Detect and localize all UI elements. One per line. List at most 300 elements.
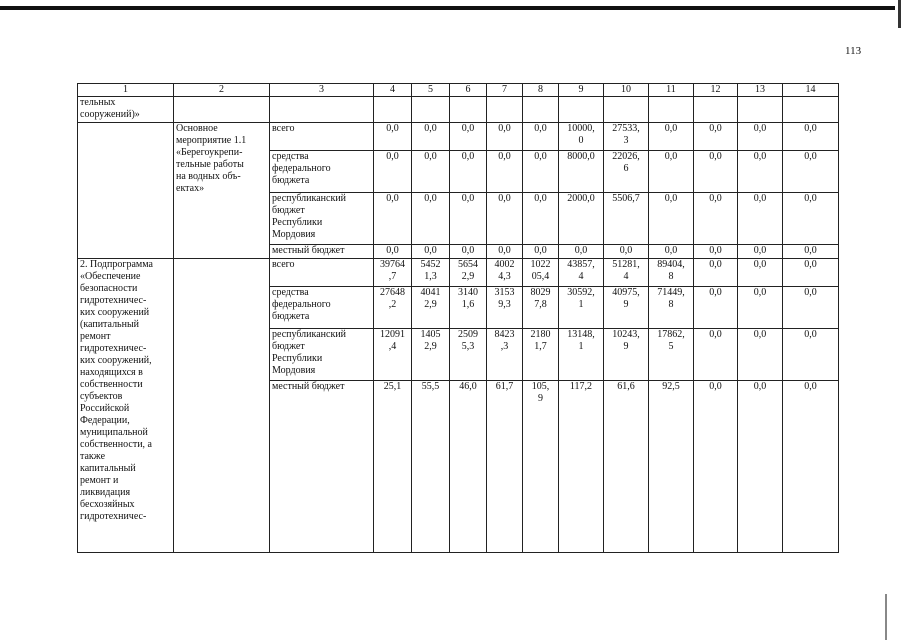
cell-line: 0,0 bbox=[534, 193, 547, 204]
cell-line: 43857, bbox=[567, 259, 595, 270]
cell-line: 0,0 bbox=[709, 329, 722, 340]
cell-line: 1,7 bbox=[534, 341, 547, 352]
value-cell bbox=[559, 123, 604, 151]
funding-source-cell bbox=[270, 259, 374, 287]
value-cell bbox=[604, 287, 649, 329]
cell-line: ликвидация bbox=[80, 487, 131, 498]
cell-line: 0,0 bbox=[753, 245, 767, 256]
cell-line: 4,3 bbox=[498, 271, 511, 282]
cell-line: 2,9 bbox=[424, 299, 437, 310]
cell-line: ких сооружений bbox=[80, 307, 150, 318]
cell-line: 10243, bbox=[612, 329, 640, 340]
cell-line: 0,0 bbox=[804, 287, 817, 298]
cell-line: 10000, bbox=[567, 123, 595, 134]
value-cell bbox=[649, 259, 694, 287]
value-cell bbox=[523, 287, 559, 329]
cell-line: ремонт и bbox=[80, 475, 119, 486]
cell-line: 0,0 bbox=[664, 245, 678, 256]
value-cell bbox=[523, 381, 559, 553]
cell-line: 0,0 bbox=[534, 123, 547, 134]
value-cell bbox=[450, 123, 487, 151]
cell-line: 105, bbox=[531, 381, 550, 392]
cell-line: ектах» bbox=[176, 183, 205, 194]
value-cell bbox=[374, 287, 412, 329]
page-number: 113 bbox=[845, 45, 862, 57]
value-cell bbox=[559, 245, 604, 259]
cell-line: 25,1 bbox=[383, 381, 402, 392]
table-row bbox=[78, 259, 839, 287]
cell-line: 0,0 bbox=[424, 245, 437, 256]
cell-line: ,2 bbox=[388, 299, 397, 310]
cell-line: 0,0 bbox=[804, 381, 817, 392]
cell-line: 9 bbox=[538, 393, 543, 404]
funding-source-cell bbox=[270, 329, 374, 381]
table-row bbox=[78, 123, 839, 151]
cell-line: Мордовия bbox=[272, 365, 316, 376]
funding-source-cell bbox=[270, 123, 374, 151]
cell-line: бюджета bbox=[272, 311, 310, 322]
value-cell bbox=[649, 193, 694, 245]
value-cell bbox=[523, 193, 559, 245]
cell-line: 0,0 bbox=[804, 193, 817, 204]
value-cell bbox=[523, 151, 559, 193]
cell-line: гидротехничес- bbox=[80, 343, 147, 354]
funding-source-cell bbox=[270, 193, 374, 245]
value-cell bbox=[649, 329, 694, 381]
cell-line: (капитальный bbox=[80, 319, 140, 330]
value-cell bbox=[487, 329, 523, 381]
value-cell bbox=[487, 259, 523, 287]
value-cell bbox=[604, 259, 649, 287]
value-cell bbox=[604, 151, 649, 193]
cell-line: ких сооружений, bbox=[80, 355, 152, 366]
value-cell bbox=[738, 245, 783, 259]
cell-line: 2180 bbox=[530, 329, 551, 340]
value-cell bbox=[694, 151, 738, 193]
cell-line: 71449, bbox=[657, 287, 685, 298]
cell-line: местный бюджет bbox=[272, 381, 345, 392]
cell-line: 0,0 bbox=[424, 151, 437, 162]
header-cell-8: 8 bbox=[523, 84, 559, 97]
value-cell bbox=[559, 287, 604, 329]
cell-line: 0,0 bbox=[461, 151, 475, 162]
cell-line: бюджет bbox=[272, 205, 305, 216]
value-cell bbox=[487, 193, 523, 245]
value-cell bbox=[374, 123, 412, 151]
cell-line: 2509 bbox=[458, 329, 478, 340]
value-cell bbox=[487, 123, 523, 151]
cell-line: 1 bbox=[578, 299, 584, 310]
value-cell bbox=[649, 245, 694, 259]
value-cell bbox=[559, 151, 604, 193]
cell-line: 3140 bbox=[458, 287, 478, 298]
cell-line: 0,0 bbox=[709, 287, 722, 298]
cell-line: 27648 bbox=[380, 287, 405, 298]
value-cell bbox=[694, 287, 738, 329]
empty-cell bbox=[174, 97, 270, 123]
cell-line: 3 bbox=[623, 135, 629, 146]
cell-line: находящихся в bbox=[80, 367, 143, 378]
cell-line: 0,0 bbox=[664, 193, 678, 204]
header-cell-14: 14 bbox=[783, 84, 839, 97]
cell-line: 0,0 bbox=[753, 259, 767, 270]
cell-line: 117,2 bbox=[569, 381, 593, 392]
cell-line: 0,0 bbox=[664, 151, 678, 162]
value-cell bbox=[783, 287, 839, 329]
cell-line: бюджета bbox=[272, 175, 310, 186]
budget-table bbox=[77, 83, 839, 553]
cell-line: 8 bbox=[668, 299, 674, 310]
cell-line: 0,0 bbox=[709, 193, 722, 204]
value-cell bbox=[738, 151, 783, 193]
cell-line: тельных bbox=[80, 97, 116, 108]
cell-line: 1022 bbox=[530, 259, 551, 270]
cell-line: 2. Подпрограмма bbox=[80, 259, 153, 270]
scan-edge-mark-bottom bbox=[885, 594, 887, 640]
value-cell bbox=[559, 259, 604, 287]
header-cell-2: 2 bbox=[174, 84, 270, 97]
header-cell-6: 6 bbox=[450, 84, 487, 97]
value-cell bbox=[604, 245, 649, 259]
cell-line: 2,9 bbox=[461, 271, 475, 282]
cell-line: 5654 bbox=[458, 259, 478, 270]
cell-line: 4041 bbox=[420, 287, 441, 298]
cell-line: ремонт bbox=[80, 331, 111, 342]
empty-cell bbox=[783, 97, 839, 123]
cell-line: 5 bbox=[668, 341, 674, 352]
value-cell bbox=[412, 151, 450, 193]
cell-line: 1,3 bbox=[424, 271, 437, 282]
cell-line: 0,0 bbox=[534, 245, 547, 256]
header-cell-13: 13 bbox=[738, 84, 783, 97]
cell-line: «Обеспечение bbox=[80, 271, 141, 282]
empty-cell bbox=[694, 97, 738, 123]
header-cell-4: 4 bbox=[374, 84, 412, 97]
cell-line: 0,0 bbox=[461, 193, 475, 204]
cell-line: 46,0 bbox=[459, 381, 477, 392]
cell-line: 17862, bbox=[657, 329, 685, 340]
cell-line: федерального bbox=[272, 163, 331, 174]
cell-line: республиканский bbox=[272, 329, 347, 340]
value-cell bbox=[649, 287, 694, 329]
cell-line: 5506,7 bbox=[612, 193, 640, 204]
cell-line: сооружений)» bbox=[80, 109, 140, 120]
cell-line: 0,0 bbox=[424, 123, 437, 134]
empty-cell bbox=[412, 97, 450, 123]
cell-line: 0,0 bbox=[386, 193, 399, 204]
value-cell bbox=[450, 381, 487, 553]
cell-line: 0,0 bbox=[753, 287, 767, 298]
cell-line: 0,0 bbox=[804, 151, 817, 162]
cell-line: Республики bbox=[272, 217, 323, 228]
value-cell bbox=[450, 245, 487, 259]
cell-line: 39764 bbox=[380, 259, 405, 270]
measure-name-cell bbox=[174, 123, 270, 259]
cell-line: 27533, bbox=[612, 123, 640, 134]
cell-line: Мордовия bbox=[272, 229, 316, 240]
cell-line: 89404, bbox=[657, 259, 685, 270]
cell-line: 61,7 bbox=[495, 381, 514, 392]
subprogram-name-cell bbox=[78, 259, 174, 553]
cell-line: 1405 bbox=[420, 329, 441, 340]
value-cell bbox=[487, 151, 523, 193]
cell-line: 0,0 bbox=[386, 123, 399, 134]
value-cell bbox=[783, 245, 839, 259]
value-cell bbox=[487, 245, 523, 259]
cell-line: 0,0 bbox=[534, 151, 547, 162]
cell-line: 51281, bbox=[612, 259, 640, 270]
value-cell bbox=[783, 151, 839, 193]
cell-line: 8423 bbox=[494, 329, 515, 340]
value-cell bbox=[374, 245, 412, 259]
cell-line: 0,0 bbox=[664, 123, 678, 134]
cell-line: 0,0 bbox=[709, 151, 722, 162]
cell-line: 22026, bbox=[612, 151, 640, 162]
empty-cell bbox=[738, 97, 783, 123]
cell-line: республиканский bbox=[272, 193, 347, 204]
cell-line: 9 bbox=[623, 299, 629, 310]
cell-line: 0,0 bbox=[386, 151, 399, 162]
cell-line: местный бюджет bbox=[272, 245, 345, 256]
value-cell bbox=[738, 259, 783, 287]
cell-line: 7,8 bbox=[534, 299, 547, 310]
cell-line: 0,0 bbox=[498, 151, 511, 162]
empty-cell bbox=[270, 97, 374, 123]
value-cell bbox=[694, 123, 738, 151]
cell-line: 2000,0 bbox=[567, 193, 595, 204]
cell-line: ,3 bbox=[500, 341, 509, 352]
value-cell bbox=[649, 151, 694, 193]
cell-line: 0,0 bbox=[574, 245, 588, 256]
cell-line: муниципальной bbox=[80, 427, 148, 438]
value-cell bbox=[694, 193, 738, 245]
cell-line: 2,9 bbox=[424, 341, 437, 352]
value-cell bbox=[559, 329, 604, 381]
value-cell bbox=[487, 381, 523, 553]
scan-edge-mark bbox=[898, 0, 901, 28]
value-cell bbox=[694, 329, 738, 381]
header-cell-12: 12 bbox=[694, 84, 738, 97]
empty-cell bbox=[604, 97, 649, 123]
cell-line: 0,0 bbox=[804, 245, 817, 256]
cell-line: средства bbox=[272, 287, 309, 298]
value-cell bbox=[450, 259, 487, 287]
cell-line: федерального bbox=[272, 299, 331, 310]
cell-line: 92,5 bbox=[662, 381, 680, 392]
value-cell bbox=[412, 287, 450, 329]
cell-line: 3153 bbox=[494, 287, 515, 298]
value-cell bbox=[487, 287, 523, 329]
value-cell bbox=[412, 329, 450, 381]
funding-source-cell bbox=[270, 151, 374, 193]
value-cell bbox=[412, 381, 450, 553]
value-cell bbox=[783, 123, 839, 151]
cell-line: 6 bbox=[623, 163, 629, 174]
cell-line: 0,0 bbox=[619, 245, 633, 256]
header-row bbox=[78, 84, 839, 97]
value-cell bbox=[604, 123, 649, 151]
value-cell bbox=[783, 193, 839, 245]
cell-line: гидротехничес- bbox=[80, 295, 147, 306]
empty-cell bbox=[450, 97, 487, 123]
value-cell bbox=[649, 123, 694, 151]
cell-line: 0,0 bbox=[709, 123, 722, 134]
cell-line: 0,0 bbox=[424, 193, 437, 204]
cell-line: бесхозяйных bbox=[80, 499, 135, 510]
cell-line: субъектов bbox=[80, 391, 123, 402]
cell-line: 4 bbox=[578, 271, 584, 282]
cell-line: 9,3 bbox=[498, 299, 511, 310]
cell-line: 12091 bbox=[380, 329, 405, 340]
value-cell bbox=[559, 193, 604, 245]
cell-line: 0 bbox=[578, 135, 584, 146]
value-cell bbox=[738, 123, 783, 151]
continued-name-cell bbox=[78, 97, 174, 123]
header-cell-9: 9 bbox=[559, 84, 604, 97]
value-cell bbox=[738, 287, 783, 329]
cell-line: 0,0 bbox=[804, 259, 817, 270]
cell-line: собственности, а bbox=[80, 439, 152, 450]
cell-line: 0,0 bbox=[753, 123, 767, 134]
value-cell bbox=[738, 193, 783, 245]
value-cell bbox=[412, 259, 450, 287]
value-cell bbox=[694, 381, 738, 553]
empty-cell bbox=[559, 97, 604, 123]
cell-line: тельные работы bbox=[176, 159, 244, 170]
value-cell bbox=[374, 151, 412, 193]
value-cell bbox=[604, 329, 649, 381]
cell-line: 5,3 bbox=[461, 341, 475, 352]
cell-line: 0,0 bbox=[709, 381, 722, 392]
cell-line: бюджет bbox=[272, 341, 305, 352]
cell-line: 1,6 bbox=[461, 299, 475, 310]
cell-line: 0,0 bbox=[386, 245, 399, 256]
cell-line: ,7 bbox=[388, 271, 397, 282]
value-cell bbox=[783, 259, 839, 287]
header-cell-1: 1 bbox=[78, 84, 174, 97]
cell-line: на водных объ- bbox=[176, 171, 241, 182]
cell-line: 13148, bbox=[567, 329, 595, 340]
cell-line: ,4 bbox=[388, 341, 397, 352]
cell-line: Республики bbox=[272, 353, 323, 364]
value-cell bbox=[783, 381, 839, 553]
empty-cell bbox=[649, 97, 694, 123]
cell-line: «Берегоукрепи- bbox=[176, 147, 243, 158]
cell-line: Основное bbox=[176, 123, 218, 134]
cell-line: 0,0 bbox=[753, 151, 767, 162]
value-cell bbox=[374, 381, 412, 553]
value-cell bbox=[694, 245, 738, 259]
value-cell bbox=[738, 381, 783, 553]
cell-line: 8029 bbox=[530, 287, 551, 298]
value-cell bbox=[412, 123, 450, 151]
cell-line: всего bbox=[272, 123, 295, 134]
empty-cell bbox=[487, 97, 523, 123]
value-cell bbox=[523, 329, 559, 381]
cell-line: средства bbox=[272, 151, 309, 162]
cell-line: 0,0 bbox=[498, 193, 511, 204]
header-cell-11: 11 bbox=[649, 84, 694, 97]
funding-source-cell bbox=[270, 245, 374, 259]
empty-cell bbox=[174, 259, 270, 553]
cell-line: собственности bbox=[80, 379, 143, 390]
cell-line: Российской bbox=[80, 403, 130, 414]
value-cell bbox=[374, 259, 412, 287]
cell-line: 30592, bbox=[567, 287, 595, 298]
value-cell bbox=[559, 381, 604, 553]
value-cell bbox=[450, 329, 487, 381]
cell-line: Федерации, bbox=[80, 415, 130, 426]
cell-line: 0,0 bbox=[498, 245, 511, 256]
cell-line: 0,0 bbox=[461, 123, 475, 134]
cell-line: 5452 bbox=[420, 259, 441, 270]
header-cell-10: 10 bbox=[604, 84, 649, 97]
cell-line: 0,0 bbox=[498, 123, 511, 134]
header-cell-3: 3 bbox=[270, 84, 374, 97]
value-cell bbox=[783, 329, 839, 381]
cell-line: 0,0 bbox=[753, 329, 767, 340]
cell-line: мероприятие 1.1 bbox=[176, 135, 247, 146]
cell-line: всего bbox=[272, 259, 295, 270]
value-cell bbox=[649, 381, 694, 553]
header-cell-7: 7 bbox=[487, 84, 523, 97]
empty-cell bbox=[78, 123, 174, 259]
funding-source-cell bbox=[270, 287, 374, 329]
cell-line: 1 bbox=[578, 341, 584, 352]
cell-line: 0,0 bbox=[804, 123, 817, 134]
empty-cell bbox=[523, 97, 559, 123]
cell-line: также bbox=[80, 451, 106, 462]
cell-line: 8000,0 bbox=[567, 151, 595, 162]
value-cell bbox=[604, 381, 649, 553]
cell-line: 0,0 bbox=[804, 329, 817, 340]
cell-line: 4002 bbox=[494, 259, 515, 270]
value-cell bbox=[450, 193, 487, 245]
cell-line: 0,0 bbox=[753, 193, 767, 204]
value-cell bbox=[374, 329, 412, 381]
value-cell bbox=[450, 151, 487, 193]
value-cell bbox=[450, 287, 487, 329]
cell-line: 0,0 bbox=[461, 245, 475, 256]
cell-line: 0,0 bbox=[709, 259, 722, 270]
value-cell bbox=[694, 259, 738, 287]
top-border-line bbox=[0, 6, 895, 10]
cell-line: 55,5 bbox=[421, 381, 440, 392]
value-cell bbox=[523, 245, 559, 259]
cell-line: 40975, bbox=[612, 287, 640, 298]
value-cell bbox=[604, 193, 649, 245]
value-cell bbox=[738, 329, 783, 381]
empty-cell bbox=[374, 97, 412, 123]
cell-line: капитальный bbox=[80, 463, 136, 474]
value-cell bbox=[374, 193, 412, 245]
value-cell bbox=[412, 245, 450, 259]
cell-line: 4 bbox=[623, 271, 629, 282]
header-cell-5: 5 bbox=[412, 84, 450, 97]
cell-line: 0,0 bbox=[709, 245, 722, 256]
cell-line: 61,6 bbox=[617, 381, 635, 392]
cell-line: 8 bbox=[668, 271, 674, 282]
cell-line: 05,4 bbox=[531, 271, 550, 282]
funding-source-cell bbox=[270, 381, 374, 553]
table-row bbox=[78, 97, 839, 123]
cell-line: 0,0 bbox=[753, 381, 767, 392]
cell-line: 9 bbox=[623, 341, 629, 352]
cell-line: безопасности bbox=[80, 283, 138, 294]
value-cell bbox=[523, 123, 559, 151]
value-cell bbox=[523, 259, 559, 287]
value-cell bbox=[412, 193, 450, 245]
